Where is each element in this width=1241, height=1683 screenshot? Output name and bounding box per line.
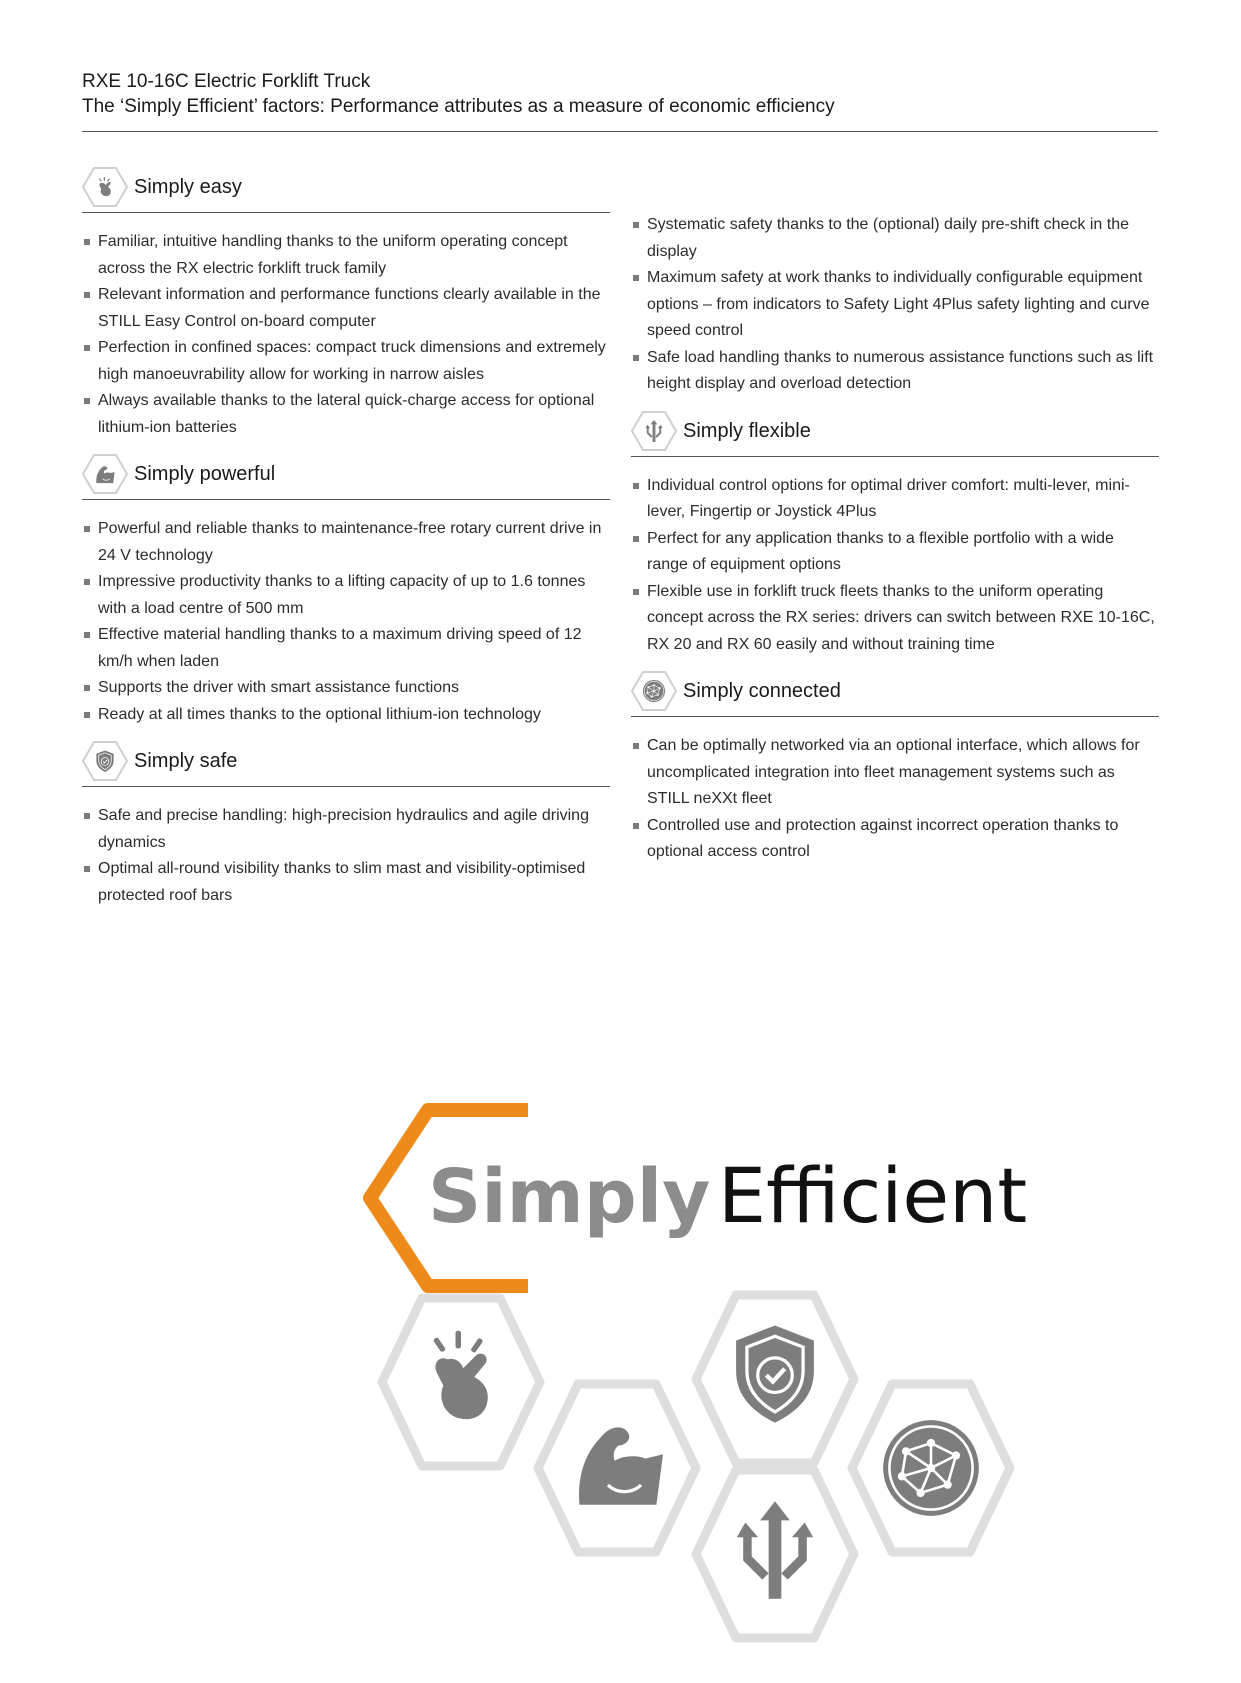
list-item: Ready at all times thanks to the optional lithium-ion technology bbox=[82, 702, 610, 729]
section-simply-flexible bbox=[631, 408, 1159, 659]
list-item: Maximum safety at work thanks to individually configurable equipment options – from indicators to Safety Light 4Plus safety lighting and curve speed control bbox=[631, 265, 1159, 345]
list-item: Familiar, intuitive handling thanks to the uniform operating concept across the RX electric forklift truck family bbox=[82, 229, 610, 282]
list-item: Individual control options for optimal driver comfort: multi-lever, mini-lever, Fingertip or Joystick 4Plus bbox=[631, 473, 1159, 526]
list-item: Impressive productivity thanks to a lifting capacity of up to 1.6 tonnes with a load centre of 500 mm bbox=[82, 569, 610, 622]
section-title: Simply flexible bbox=[683, 419, 811, 442]
section-title: Simply safe bbox=[134, 750, 238, 772]
bullet-list bbox=[82, 229, 610, 441]
right-column bbox=[631, 212, 1159, 876]
bullet-list bbox=[82, 516, 610, 728]
section-title: Simply easy bbox=[134, 176, 242, 198]
list-item: Controlled use and protection against incorrect operation thanks to optional access control bbox=[631, 813, 1159, 866]
list-item: Supports the driver with smart assistance functions bbox=[82, 675, 610, 702]
logo-word-simply: Simply bbox=[428, 1154, 711, 1240]
bullet-list bbox=[631, 212, 1159, 398]
section-header bbox=[631, 408, 1159, 457]
list-item: Can be optimally networked via an optional interface, which allows for uncomplicated integration into fleet management systems such as STILL neXXt fleet bbox=[631, 733, 1159, 813]
hex-simply-easy bbox=[382, 1298, 540, 1466]
hex-simply-safe bbox=[696, 1295, 854, 1463]
section-simply-safe bbox=[82, 738, 610, 909]
section-header bbox=[82, 164, 610, 213]
hex-simply-connected bbox=[852, 1384, 1010, 1552]
hex-simply-flexible bbox=[696, 1470, 854, 1638]
section-title: Simply powerful bbox=[134, 463, 276, 485]
left-column bbox=[82, 164, 610, 919]
section-simply-easy bbox=[82, 164, 610, 441]
list-item: Relevant information and performance functions clearly available in the STILL Easy Control on-board computer bbox=[82, 282, 610, 335]
list-item: Always available thanks to the lateral quick-charge access for optional lithium-ion batteries bbox=[82, 388, 610, 441]
list-item: Safe load handling thanks to numerous assistance functions such as lift height display and overload detection bbox=[631, 345, 1159, 398]
list-item: Effective material handling thanks to a maximum driving speed of 12 km/h when laden bbox=[82, 622, 610, 675]
bullet-list bbox=[631, 733, 1159, 866]
section-header bbox=[631, 668, 1159, 717]
shield-check-icon bbox=[82, 740, 128, 782]
bullet-list bbox=[82, 803, 610, 909]
snap-fingers-icon bbox=[82, 166, 128, 208]
section-simply-safe-continued bbox=[631, 212, 1159, 398]
list-item: Flexible use in forklift truck fleets thanks to the uniform operating concept across the RX series: drivers can switch between RXE 10-16C, RX 20 and RX 60 easily and without training time bbox=[631, 579, 1159, 659]
simply-efficient-logo bbox=[360, 1090, 1040, 1650]
section-simply-connected bbox=[631, 668, 1159, 866]
list-item: Safe and precise handling: high-precision hydraulics and agile driving dynamics bbox=[82, 803, 610, 856]
list-item: Powerful and reliable thanks to maintenance-free rotary current drive in 24 V technology bbox=[82, 516, 610, 569]
document-title: RXE 10-16C Electric Forklift Truck bbox=[82, 71, 371, 92]
logo-word-efficient: Efficient bbox=[718, 1151, 1028, 1240]
flexed-arm-icon bbox=[82, 453, 128, 495]
list-item: Perfection in confined spaces: compact truck dimensions and extremely high manoeuvrability allow for working in narrow aisles bbox=[82, 335, 610, 388]
list-item: Optimal all-round visibility thanks to slim mast and visibility-optimised protected roof bars bbox=[82, 856, 610, 909]
network-globe-icon bbox=[883, 1420, 979, 1516]
hex-simply-powerful bbox=[538, 1384, 696, 1552]
header-divider bbox=[82, 131, 1158, 132]
document-header bbox=[82, 70, 1158, 120]
section-title: Simply connected bbox=[683, 680, 841, 702]
split-arrows-icon bbox=[631, 410, 677, 452]
section-simply-powerful bbox=[82, 451, 610, 728]
section-header bbox=[82, 738, 610, 787]
section-header bbox=[82, 451, 610, 500]
list-item: Systematic safety thanks to the (optional) daily pre-shift check in the display bbox=[631, 212, 1159, 265]
document-subtitle: The ‘Simply Efficient’ factors: Performance attributes as a measure of economic efficiency bbox=[82, 96, 835, 117]
network-globe-icon bbox=[631, 670, 677, 712]
list-item: Perfect for any application thanks to a flexible portfolio with a wide range of equipment options bbox=[631, 526, 1159, 579]
bullet-list bbox=[631, 473, 1159, 659]
